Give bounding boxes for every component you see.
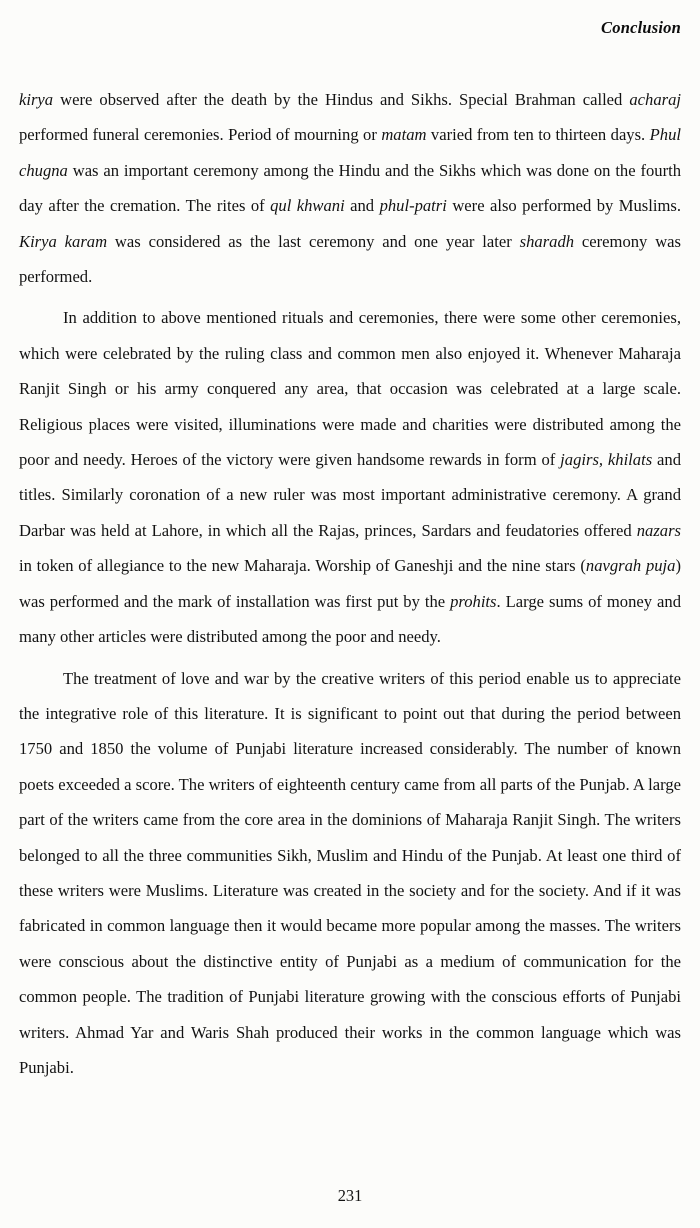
text-run: ) was performed and the mark of installation was first put by the bbox=[19, 556, 681, 611]
page-body bbox=[19, 82, 681, 1085]
italic-term: acharaj bbox=[629, 90, 681, 109]
paragraph bbox=[19, 300, 681, 654]
text-run: and bbox=[344, 196, 380, 216]
italic-term: phul-patri bbox=[379, 196, 447, 216]
page-number: 231 bbox=[337, 1186, 363, 1205]
italic-term: Phul chugna bbox=[19, 125, 681, 180]
italic-term: kirya bbox=[19, 90, 54, 109]
italic-term: nazars bbox=[636, 520, 681, 540]
text-run: . Large sums of money and many other articles were distributed among the poor and needy. bbox=[19, 591, 681, 647]
italic-term: navgrah puja bbox=[585, 556, 676, 576]
paragraph bbox=[19, 661, 681, 1086]
italic-term: sharadh bbox=[519, 231, 575, 251]
text-run: and titles. Similarly coronation of a new ruler was most important administrative ceremony. A grand Darbar was held at Lahore, in which all the Rajas, princes, Sardars and feudatories offered bbox=[19, 450, 681, 540]
text-run: in token of allegiance to the new Maharaja. Worship of Ganeshji and the nine stars ( bbox=[19, 556, 586, 576]
text-run: was considered as the last ceremony and one year later bbox=[107, 231, 520, 251]
italic-term: qul khwani bbox=[270, 196, 345, 216]
italic-term: prohits bbox=[450, 591, 497, 611]
running-head: Conclusion bbox=[601, 18, 681, 37]
paragraph bbox=[19, 82, 681, 294]
italic-term: Kirya karam bbox=[19, 231, 108, 251]
text-run: In addition to above mentioned rituals and ceremonies, there were some other ceremonies, which were celebrated by the ruling class and common men also enjoyed it. Whenever Maharaja Ranjit Singh or his army conquered any area, that occasion was celebrated at a large scale. Religious places were visited, illuminations were made and charities were distributed among the poor and needy. Heroes of the victory were given handsome rewards in form of bbox=[19, 308, 681, 470]
text-run: ceremony was performed. bbox=[19, 231, 681, 287]
text-run: were also performed by Muslims. bbox=[446, 196, 682, 216]
italic-term: jagirs, khilats bbox=[560, 450, 653, 470]
text-run: were observed after the death by the Hindus and Sikhs. Special Brahman called bbox=[53, 90, 630, 109]
text-run: varied from ten to thirteen days. bbox=[426, 125, 650, 145]
text-run: was an important ceremony among the Hindu and the Sikhs which was done on the fourth day after the cremation. The rites of bbox=[19, 160, 681, 216]
text-run: The treatment of love and war by the creative writers of this period enable us to appreciate the integrative role of this literature. It is significant to point out that during the period between 1750 and 1850 the volume of Punjabi literature increased considerably. The number of known poets exceeded a score. The writers of eighteenth century came from all parts of the Punjab. A large part of the writers came from the core area in the dominions of Maharaja Ranjit Singh. The writers belonged to all the three communities Sikh, Muslim and Hindu of the Punjab. At least one third of these writers were Muslims. Literature was created in the society and for the society. And if it was fabricated in common language then it would became more popular among the masses. The writers were conscious about the distinctive entity of Punjabi as a medium of communication for the common people. The tradition of Punjabi literature growing with the conscious efforts of Punjabi writers. Ahmad Yar and Waris Shah produced their works in the common language which was Punjabi. bbox=[19, 668, 681, 1077]
italic-term: matam bbox=[381, 125, 427, 145]
text-run: performed funeral ceremonies. Period of mourning or bbox=[19, 125, 382, 145]
